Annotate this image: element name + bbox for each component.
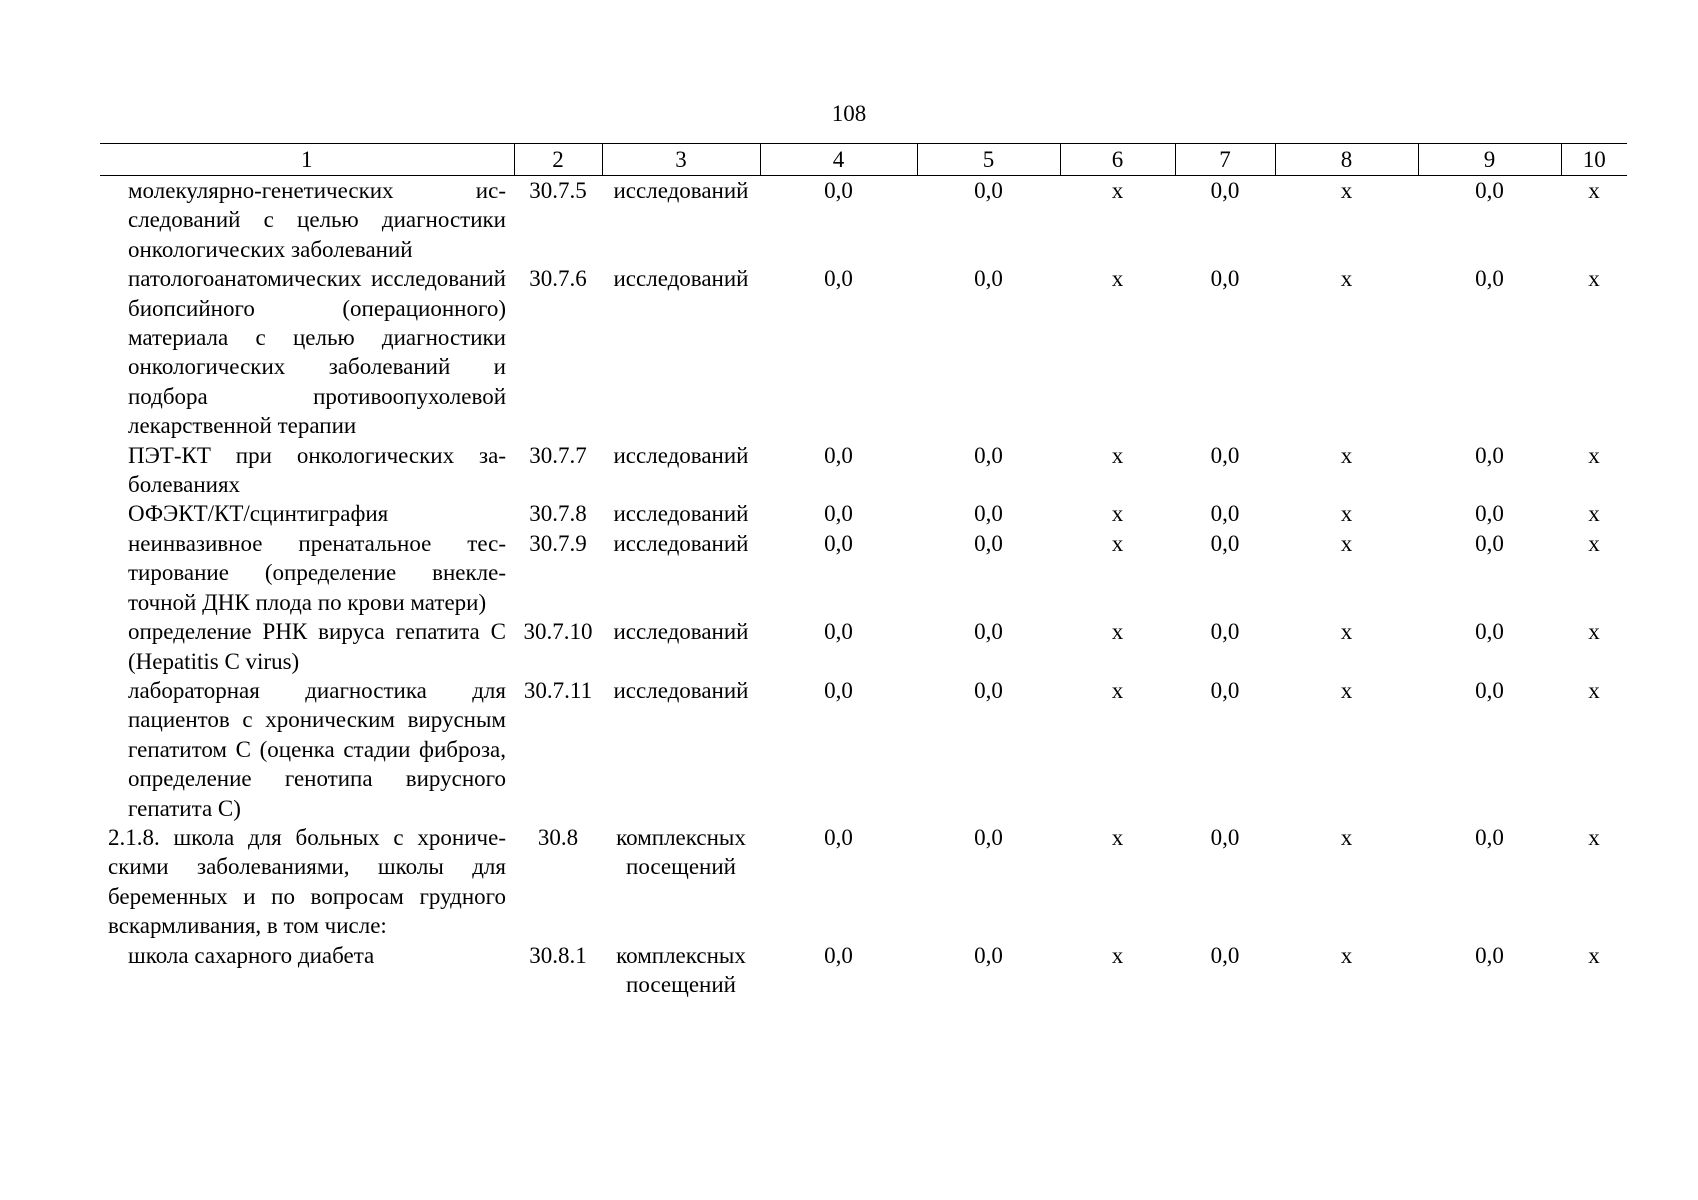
row-unit-cell: исследований [613, 501, 749, 527]
col9-cell: 0,0 [1475, 501, 1504, 527]
table-row [100, 176, 1627, 265]
row-code-cell: 30.7.6 [529, 266, 587, 292]
col7-cell: 0,0 [1210, 501, 1240, 527]
data-table [100, 143, 1627, 999]
col4-cell: 0,0 [824, 266, 853, 292]
col8-cell: х [1340, 824, 1353, 850]
column-header: 3 [602, 144, 760, 176]
col4-cell: 0,0 [824, 501, 853, 527]
column-header: 5 [917, 144, 1060, 176]
col7-cell: 0,0 [1210, 942, 1240, 968]
row-name-cell: лабораторная диагностика для пациентов с хроническим вирусным гепатитом С (оценка стадии фиброза, определение генотипа вирусного гепатита С) [128, 677, 506, 821]
row-name-cell: ПЭТ-КТ при онкологических заболеваниях [128, 442, 506, 498]
col10-cell: х [1588, 677, 1600, 703]
col10-cell: х [1588, 942, 1600, 968]
row-name-cell: неинвазивное пренатальное тестирование (определение внеклеточной ДНК плода по крови матери) [128, 530, 506, 615]
row-code-cell: 30.7.10 [523, 619, 593, 645]
col4-cell: 0,0 [824, 442, 853, 468]
col7-cell: 0,0 [1210, 619, 1240, 645]
row-name-cell: молекулярно-генетических исследований с целью диагностики онкологических заболеваний [128, 178, 506, 262]
col8-cell: х [1340, 619, 1353, 645]
col6-cell: х [1111, 501, 1124, 527]
col10-cell: х [1588, 619, 1600, 645]
col8-cell: х [1340, 677, 1353, 703]
row-code-cell: 30.8 [537, 824, 579, 850]
col4-cell: 0,0 [824, 178, 853, 203]
row-code-cell: 30.7.7 [529, 442, 587, 468]
table-body [100, 176, 1627, 1000]
col7-cell: 0,0 [1210, 530, 1240, 556]
col7-cell: 0,0 [1210, 442, 1240, 468]
col5-cell: 0,0 [974, 619, 1003, 645]
row-name-cell: патологоанатомических исследований биопсийного (операционного) материала с целью диагностики онкологических заболеваний и подбора противоопухолевой лекарственной терапии [128, 266, 506, 439]
col4-cell: 0,0 [824, 942, 853, 968]
col6-cell: х [1111, 442, 1124, 468]
col5-cell: 0,0 [974, 942, 1003, 968]
col6-cell: х [1111, 530, 1124, 556]
col6-cell: х [1111, 266, 1124, 292]
col6-cell: х [1111, 942, 1124, 968]
column-header: 6 [1060, 144, 1175, 176]
col10-cell: х [1588, 266, 1600, 292]
column-header: 4 [760, 144, 917, 176]
row-code-cell: 30.8.1 [529, 942, 587, 968]
col9-cell: 0,0 [1475, 942, 1504, 968]
col8-cell: х [1340, 266, 1353, 292]
col5-cell: 0,0 [974, 530, 1003, 556]
col4-cell: 0,0 [824, 824, 853, 850]
col7-cell: 0,0 [1210, 266, 1240, 292]
column-header: 1 [100, 144, 514, 176]
column-header: 2 [514, 144, 602, 176]
col8-cell: х [1340, 942, 1353, 968]
col7-cell: 0,0 [1210, 178, 1240, 203]
table-row [100, 941, 1627, 1000]
col9-cell: 0,0 [1475, 619, 1504, 645]
row-name-cell: 2.1.8. школа для больных с хроническими заболеваниями, школы для беременных и по вопросам грудного вскармливания, в том числе: [108, 824, 506, 939]
col6-cell: х [1111, 178, 1124, 203]
row-unit-cell: комплексных посещений [616, 824, 746, 880]
row-unit-cell: исследований [613, 619, 749, 645]
row-name-cell: определение РНК вируса гепатита С (Hepatitis C virus) [128, 619, 506, 674]
page-number: 108 [831, 101, 867, 126]
row-unit-cell: исследований [613, 677, 749, 703]
column-number-row [100, 144, 1627, 176]
col5-cell: 0,0 [974, 824, 1003, 850]
col8-cell: х [1340, 501, 1353, 527]
col9-cell: 0,0 [1475, 530, 1504, 556]
column-header: 10 [1561, 144, 1627, 176]
column-header: 7 [1175, 144, 1275, 176]
row-unit-cell: исследований [613, 178, 749, 203]
col10-cell: х [1588, 501, 1600, 527]
table-row [100, 499, 1627, 528]
col7-cell: 0,0 [1210, 677, 1240, 703]
col8-cell: х [1340, 178, 1353, 203]
col10-cell: х [1588, 824, 1600, 850]
col9-cell: 0,0 [1475, 677, 1504, 703]
table-row [100, 441, 1627, 500]
col4-cell: 0,0 [824, 530, 853, 556]
row-code-cell: 30.7.9 [529, 530, 587, 556]
col10-cell: х [1588, 442, 1600, 468]
row-name-cell: школа сахарного диабета [128, 942, 375, 968]
row-name-cell: ОФЭКТ/КТ/сцинтиграфия [128, 501, 389, 527]
column-header: 9 [1418, 144, 1561, 176]
col9-cell: 0,0 [1475, 824, 1504, 850]
row-code-cell: 30.7.8 [529, 501, 587, 527]
col8-cell: х [1340, 442, 1353, 468]
row-unit-cell: исследований [613, 266, 749, 292]
table-row [100, 823, 1627, 941]
col9-cell: 0,0 [1475, 442, 1504, 468]
table-row [100, 529, 1627, 617]
col5-cell: 0,0 [974, 677, 1003, 703]
col6-cell: х [1111, 677, 1124, 703]
col9-cell: 0,0 [1475, 178, 1504, 203]
col9-cell: 0,0 [1475, 266, 1504, 292]
col5-cell: 0,0 [974, 501, 1003, 527]
row-unit-cell: исследований [613, 530, 749, 556]
col4-cell: 0,0 [824, 677, 853, 703]
col10-cell: х [1588, 178, 1600, 203]
col5-cell: 0,0 [974, 266, 1003, 292]
column-header: 8 [1275, 144, 1418, 176]
col5-cell: 0,0 [974, 442, 1003, 468]
table-row [100, 264, 1627, 440]
row-code-cell: 30.7.11 [523, 677, 593, 703]
col5-cell: 0,0 [974, 178, 1003, 203]
row-unit-cell: комплексных посещений [616, 942, 746, 997]
col8-cell: х [1340, 530, 1353, 556]
table-row [100, 676, 1627, 823]
col6-cell: х [1111, 824, 1124, 850]
table-row [100, 617, 1627, 676]
col7-cell: 0,0 [1210, 824, 1240, 850]
col4-cell: 0,0 [824, 619, 853, 645]
col6-cell: х [1111, 619, 1124, 645]
row-unit-cell: исследований [613, 442, 749, 468]
row-code-cell: 30.7.5 [529, 178, 587, 203]
col10-cell: х [1588, 530, 1600, 556]
